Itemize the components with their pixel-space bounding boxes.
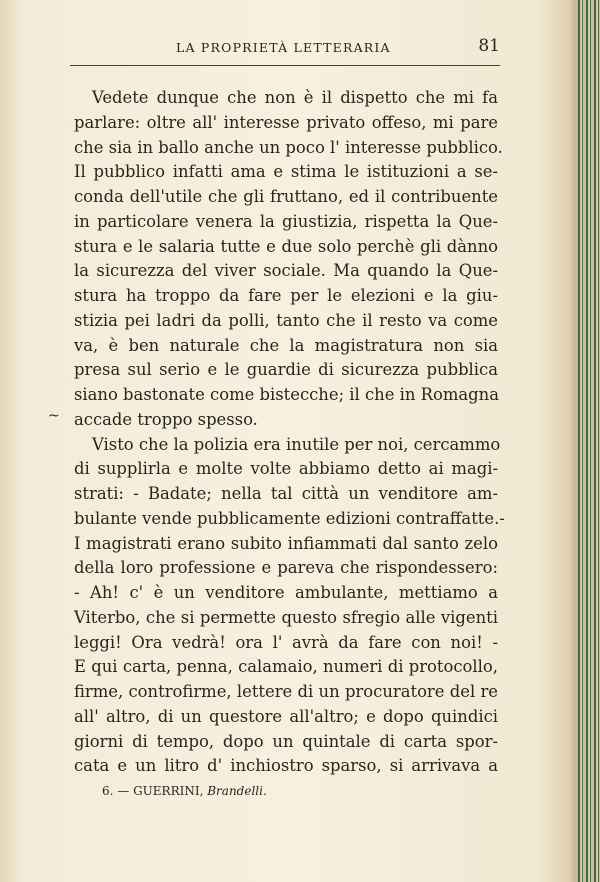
text-line: presa sul serio e le guardie di sicurezza pubblica — [74, 360, 498, 380]
text-line: siano bastonate come bistecche; il che in Romagna — [74, 385, 499, 404]
text-line: in particolare venera la giustizia, rispetta la Que- — [74, 211, 498, 231]
running-title: LA PROPRIETÀ LETTERARIA — [176, 40, 391, 55]
text-line: Visto che la polizia era inutile per noi, cercammo — [92, 434, 501, 454]
text-line: all' altro, di un questore all'altro; e dopo quindici — [74, 706, 498, 726]
text-line: I magistrati erano subito infiammati dal santo zelo — [74, 533, 498, 553]
text-line: bulante vende pubblicamente edizioni contraffatte.- — [74, 508, 505, 528]
margin-mark: ~ — [48, 408, 60, 424]
text-line: stura e le salaria tutte e due solo perchè gli dànno — [74, 236, 498, 256]
text-line: la sicurezza del viver sociale. Ma quando la Que- — [74, 261, 498, 281]
text-line: giorni di tempo, dopo un quintale di carta spor- — [74, 731, 498, 751]
text-line: che sia in ballo anche un poco l' interesse pubblico. — [74, 137, 503, 157]
text-line: parlare: oltre all' interesse privato offeso, mi pare — [74, 112, 498, 132]
text-line: strati: - Badate; nella tal città un venditore am- — [74, 484, 498, 503]
text-line: leggi! Ora vedrà! ora l' avrà da fare con noi! - — [74, 632, 498, 652]
text-line: di supplirla e molte volte abbiamo detto ai magi- — [74, 459, 498, 479]
printer-signature: 6. — GUERRINI, — [102, 784, 204, 798]
text-line: - Ah! c' è un venditore ambulante, mettiamo a — [74, 583, 498, 602]
text-line: Vedete dunque che non è il dispetto che mi fa — [92, 88, 498, 107]
page-header — [70, 36, 500, 62]
text-line: stizia pei ladri da polli, tanto che il resto va come — [74, 310, 498, 330]
book-title: Brandelli. — [207, 784, 267, 798]
text-line: Il pubblico infatti ama e stima le istituzioni a se- — [74, 162, 498, 182]
text-line: stura ha troppo da fare per le elezioni e la giu- — [74, 286, 498, 305]
text-line: Viterbo, che si permette questo sfregio alle vigenti — [74, 607, 498, 627]
book-edge — [578, 0, 600, 882]
text-line: firme, controfirme, lettere di un procuratore del re — [74, 682, 498, 701]
page-footer — [102, 784, 267, 798]
text-line: conda dell'utile che gli fruttano, ed il contribuente — [74, 187, 498, 206]
text-line: E qui carta, penna, calamaio, numeri di protocollo, — [74, 657, 498, 677]
body-text — [74, 86, 505, 779]
text-line: va, è ben naturale che la magistratura non sia — [74, 335, 498, 355]
text-line: accade troppo spesso. — [74, 409, 258, 429]
text-line: della loro professione e pareva che rispondessero: — [74, 558, 498, 578]
header-rule — [70, 65, 500, 66]
page-number: 81 — [478, 36, 500, 56]
text-line: cata e un litro d' inchiostro sparso, si arrivava a — [74, 756, 498, 776]
